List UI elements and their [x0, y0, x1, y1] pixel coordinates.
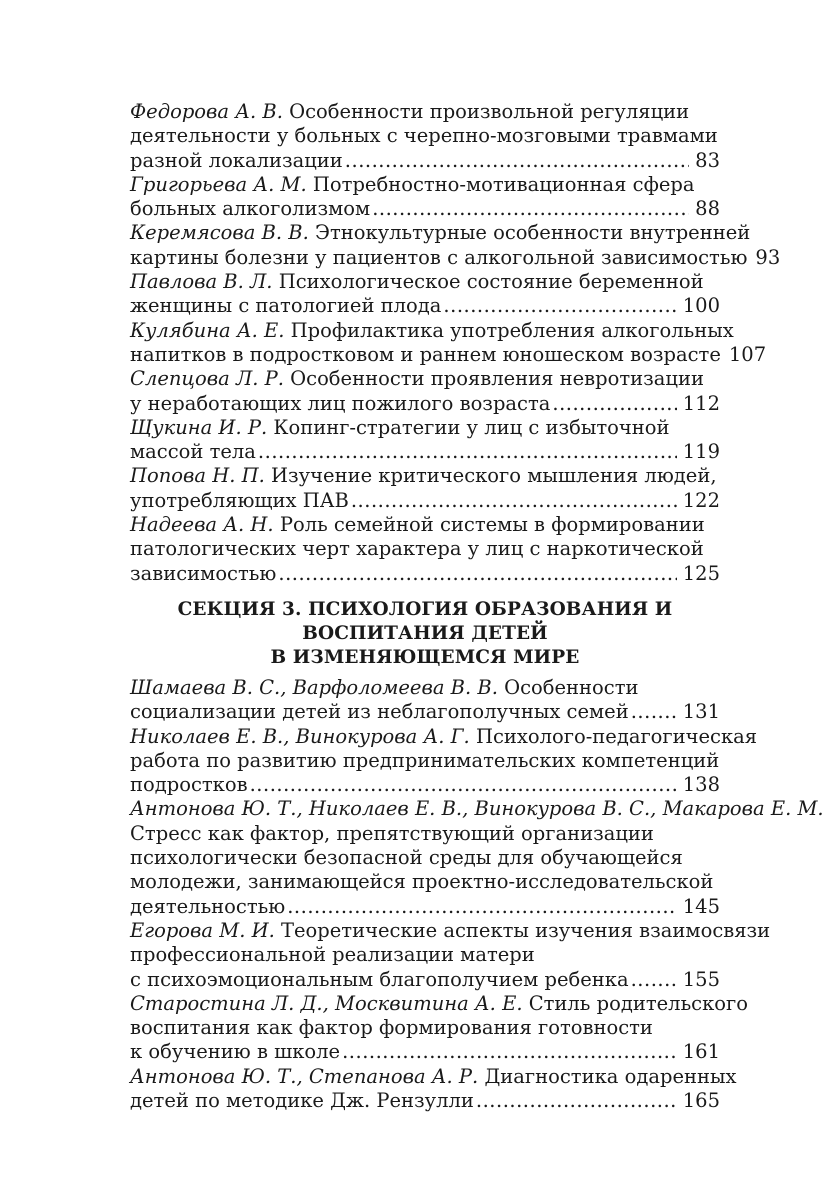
toc-entry-title-line: деятельностью	[130, 894, 286, 918]
toc-entry-line	[130, 1064, 737, 1089]
toc-entry-text	[130, 1040, 340, 1064]
dot-leader	[631, 700, 677, 724]
toc-entry-last-line	[130, 197, 720, 221]
toc-entry-page-number: 165	[682, 1088, 720, 1112]
toc-entry-last-line	[130, 562, 720, 586]
toc-entry-last-line	[130, 700, 720, 724]
toc-entry-line	[130, 797, 824, 821]
toc-entry	[130, 724, 758, 798]
dot-leader	[345, 149, 689, 173]
toc-entry-title-line: Особенности	[504, 675, 639, 699]
toc-entry-author: Григорьева А. М.	[130, 172, 307, 196]
toc-entry-text	[130, 562, 276, 586]
toc-entry-title-line: воспитания как фактор формирования готовности	[130, 1016, 653, 1040]
dot-leader	[351, 489, 677, 513]
toc-entry-text	[130, 149, 343, 173]
toc-entry-title-line: профессиональной реализации матери	[130, 943, 535, 967]
toc-entry	[130, 464, 720, 513]
toc-entry-line	[130, 464, 720, 488]
toc-entry-title-line: употребляющих ПАВ	[130, 488, 349, 512]
toc-entry-line	[130, 943, 720, 967]
toc-entry-title-line: подростков	[130, 773, 248, 797]
toc-entry	[130, 918, 771, 992]
toc-list-bottom	[130, 675, 824, 1113]
toc-entry-last-line	[130, 895, 720, 919]
toc-entry-last-line	[130, 342, 767, 367]
toc-entry-author: Федорова А. В.	[130, 100, 283, 123]
toc-entry-page-number: 107	[728, 342, 767, 366]
toc-entry-text	[130, 197, 370, 221]
toc-entry-title-line: Особенности произвольной регуляции	[289, 100, 690, 123]
toc-entry-last-line	[130, 1040, 720, 1064]
toc-entry-title-line: Роль семейной системы в формировании	[279, 513, 705, 537]
toc-entry-author: Попова Н. П.	[130, 464, 265, 488]
toc-entry-line	[130, 822, 720, 846]
toc-entry-title-line: женщины с патологией плода	[130, 294, 442, 318]
toc-entry-line	[130, 367, 720, 391]
toc-entry-title-line: напитков в подростковом и раннем юношеском возрасте	[130, 342, 721, 366]
toc-entry-page-number: 112	[682, 391, 720, 415]
toc-entry	[130, 318, 767, 368]
toc-entry-author: Надеева А. Н.	[130, 513, 274, 537]
toc-entry-last-line	[130, 489, 720, 513]
toc-entry-page-number: 100	[682, 294, 720, 318]
toc-entry-title-line: детей по методике Дж. Рензулли	[130, 1088, 474, 1112]
dot-leader	[287, 895, 677, 919]
toc-list-top	[130, 100, 781, 586]
toc-entry-title-line: к обучению в школе	[130, 1040, 341, 1064]
toc-entry-text	[130, 489, 349, 513]
toc-entry-author: Николаев Е. В., Винокурова А. Г.	[130, 724, 470, 748]
toc-entry	[130, 100, 720, 173]
toc-entry-line	[130, 991, 748, 1016]
toc-entry-page-number: 93	[755, 245, 781, 269]
toc-entry-title-line: больных алкоголизмом	[130, 197, 371, 221]
section-heading-line-2: В ИЗМЕНЯЮЩЕМСЯ МИРЕ	[270, 646, 580, 668]
toc-entry-page-number: 88	[695, 197, 720, 221]
toc-entry-last-line	[130, 440, 720, 464]
dot-leader	[372, 197, 689, 221]
toc-entry-text	[130, 700, 629, 724]
toc-entry-author: Керемясова В. В.	[130, 221, 309, 245]
toc-entry-line	[130, 221, 751, 245]
toc-entry-page-number: 83	[695, 148, 720, 172]
toc-entry-text	[130, 343, 721, 367]
toc-entry-title-line: зависимостью	[130, 561, 277, 585]
toc-entry-title-line: Диагностика одаренных	[484, 1064, 737, 1088]
toc-entry-title-line: патологических черт характера у лиц с наркотической	[130, 537, 704, 561]
toc-entry-last-line	[130, 968, 720, 992]
toc-entry	[130, 513, 720, 586]
toc-entry-title-line: Копинг-стратегии у лиц с избыточной	[273, 415, 670, 439]
dot-leader	[342, 1040, 677, 1064]
toc-entry-author: Егорова М. И.	[130, 918, 275, 942]
toc-entry	[130, 1064, 737, 1114]
dot-leader	[443, 294, 676, 318]
toc-entry-text	[130, 773, 248, 797]
toc-entry-line	[130, 416, 720, 440]
toc-entry-text	[130, 392, 550, 416]
toc-entry-text	[130, 968, 629, 992]
toc-entry-author: Антонова Ю. Т., Степанова А. Р.	[130, 1064, 479, 1088]
toc-entry-author: Старостина Л. Д., Москвитина А. Е.	[130, 991, 523, 1015]
toc-entry-line	[130, 1016, 720, 1040]
toc-entry-title-line: Психологическое состояние беременной	[278, 270, 704, 294]
toc-entry-author: Антонова Ю. Т., Николаев Е. В., Винокурова В. С., Макарова Е. М.	[130, 797, 824, 821]
toc-entry	[130, 270, 720, 319]
toc-entry-line	[130, 124, 720, 148]
toc-entry-title-line: Особенности проявления невротизации	[290, 367, 704, 391]
toc-entry-line	[130, 270, 720, 294]
toc-entry-page-number: 155	[682, 967, 720, 991]
toc-entry	[130, 676, 720, 725]
toc-entry	[130, 173, 720, 222]
toc-entry-title-line: разной локализации	[130, 148, 343, 172]
toc-entry-title-line: картины болезни у пациентов с алкогольной зависимостью	[130, 245, 748, 269]
toc-entry-text	[130, 1089, 474, 1113]
toc-entry-title-line: деятельности у больных с черепно-мозговыми травмами	[130, 124, 718, 148]
toc-entry-title-line: Теоретические аспекты изучения взаимосвязи	[281, 918, 771, 942]
toc-entry-title-line: Профилактика употребления алкогольных	[290, 318, 734, 342]
toc-entry-author: Павлова В. Л.	[130, 270, 273, 294]
toc-entry-author: Шамаева В. С., Варфоломеева В. В.	[130, 675, 498, 699]
toc-entry-last-line	[130, 149, 720, 173]
toc-entry-title-line: массой тела	[130, 440, 256, 464]
toc-entry-title-line: Стресс как фактор, препятствующий организации	[130, 821, 654, 845]
toc-entry-title-line: Стиль родительского	[528, 991, 748, 1015]
toc-entry-page-number: 125	[682, 561, 720, 585]
toc-entry-page-number: 131	[682, 700, 720, 724]
table-of-contents	[130, 100, 824, 1113]
toc-entry-page-number: 122	[682, 488, 720, 512]
toc-entry-author: Кулябина А. Е.	[130, 318, 285, 342]
toc-entry-line	[130, 749, 720, 773]
toc-entry-title-line: социализации детей из неблагополучных семей	[130, 700, 629, 724]
toc-entry-text	[130, 294, 441, 318]
toc-entry-title-line: психологически безопасной среды для обучающейся	[130, 846, 683, 870]
toc-entry	[130, 991, 748, 1065]
toc-entry-page-number: 161	[682, 1040, 720, 1064]
toc-entry-title-line: с психоэмоциональным благополучием ребенка	[130, 967, 629, 991]
toc-entry-line	[130, 513, 720, 537]
toc-entry-title-line: молодежи, занимающейся проектно-исследовательской	[130, 870, 714, 894]
toc-entry	[130, 797, 824, 918]
toc-entry-last-line	[130, 1089, 720, 1113]
section-heading	[130, 598, 720, 670]
toc-entry-text	[130, 440, 256, 464]
toc-entry-line	[130, 846, 720, 870]
toc-entry-last-line	[130, 773, 720, 797]
toc-entry-title-line: Изучение критического мышления людей,	[271, 464, 717, 488]
toc-entry	[130, 367, 720, 416]
dot-leader	[278, 562, 676, 586]
toc-entry-line	[130, 318, 734, 343]
toc-entry	[130, 416, 720, 465]
dot-leader	[258, 440, 677, 464]
toc-entry-line	[130, 100, 720, 124]
dot-leader	[552, 392, 676, 416]
toc-entry-line	[130, 724, 758, 749]
toc-entry-line	[130, 918, 771, 943]
toc-entry-title-line: Потребностно-мотивационная сфера	[312, 172, 695, 196]
toc-entry-title-line: работа по развитию предпринимательских компетенций	[130, 748, 720, 772]
toc-entry-author: Слепцова Л. Р.	[130, 367, 284, 391]
toc-entry-page-number: 138	[682, 773, 720, 797]
dot-leader	[631, 968, 677, 992]
toc-entry-line	[130, 537, 720, 561]
toc-entry-text	[130, 246, 747, 270]
toc-entry	[130, 221, 781, 270]
toc-entry-last-line	[130, 294, 720, 318]
toc-entry-line	[130, 676, 720, 700]
toc-entry-page-number: 145	[682, 894, 720, 918]
toc-entry-last-line	[130, 392, 720, 416]
toc-entry-title-line: Психолого-педагогическая	[475, 724, 758, 748]
toc-entry-text	[130, 895, 285, 919]
section-heading-line-1: СЕКЦИЯ 3. ПСИХОЛОГИЯ ОБРАЗОВАНИЯ И ВОСПИТАНИЯ ДЕТЕЙ	[177, 598, 673, 644]
toc-entry-title-line: Этнокультурные особенности внутренней	[315, 221, 751, 245]
toc-entry-page-number: 119	[682, 440, 720, 464]
dot-leader	[476, 1089, 677, 1113]
toc-entry-author: Щукина И. Р.	[130, 415, 268, 439]
toc-entry-line	[130, 870, 720, 894]
toc-entry-last-line	[130, 245, 781, 270]
toc-entry-title-line: у неработающих лиц пожилого возраста	[130, 391, 551, 415]
dot-leader	[250, 773, 677, 797]
toc-entry-line	[130, 173, 720, 197]
